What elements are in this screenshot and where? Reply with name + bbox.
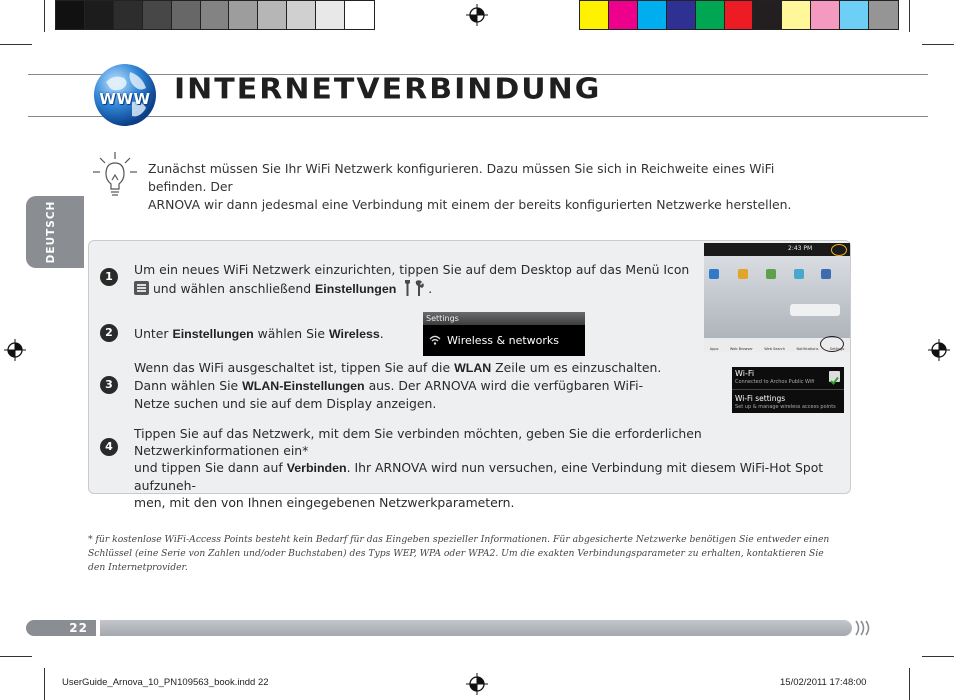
step-3-text xyxy=(134,359,694,412)
color-swatch xyxy=(609,1,638,29)
step-number: 3 xyxy=(100,376,118,394)
color-swatch xyxy=(638,1,667,29)
crop-mark xyxy=(922,44,954,45)
color-swatch xyxy=(725,1,754,29)
footnote-line: Schlüssel (eine Serie von Zahlen und/oder Buchstaben) des Typs WEP, WPA oder WPA2. Um die exakten Verbindungsparameter zu erhalten, kontaktieren Sie xyxy=(88,548,824,559)
color-swatch xyxy=(258,1,287,29)
step-text-segment: . xyxy=(379,326,384,341)
step-bold: Wireless xyxy=(328,327,380,341)
step-text-segment: Wenn das WiFi ausgeschaltet ist, tippen Sie auf die xyxy=(134,360,455,375)
intro-line: Zunächst müssen Sie Ihr WiFi Netzwerk konfigurieren. Dazu müssen Sie sich in Reichweite eines WiFi befinden. Der xyxy=(148,161,775,194)
status-bar xyxy=(704,243,850,256)
color-swatch xyxy=(287,1,316,29)
settings-dock-highlight xyxy=(820,336,844,352)
settings-item-wireless xyxy=(423,325,585,356)
wifi-title: Wi-Fi xyxy=(735,369,755,378)
step-bold: Einstellungen xyxy=(315,282,397,296)
tools-icon xyxy=(400,278,428,298)
color-swatch xyxy=(667,1,696,29)
step-text-segment: Unter xyxy=(134,326,173,341)
step-bold: Einstellungen xyxy=(172,327,254,341)
dock-label: Web Search xyxy=(764,347,786,351)
settings-screenshot xyxy=(423,312,585,356)
step-text-segment: und tippen Sie dann auf xyxy=(134,460,287,475)
step-number: 2 xyxy=(100,324,118,342)
step-text-segment: . Ihr ARNOVA wird nun versuchen, eine Verbindung mit diesem WiFi-Hot Spot aufzuneh- xyxy=(134,460,824,493)
step-line xyxy=(134,377,694,395)
dock-label: Settings xyxy=(829,347,845,351)
crop-mark xyxy=(44,668,45,700)
registration-mark-icon xyxy=(4,339,26,361)
crop-mark xyxy=(909,668,910,700)
desktop-area xyxy=(704,256,850,338)
settings-title: Settings xyxy=(426,314,459,323)
step-line xyxy=(134,459,846,494)
step-text-segment: und wählen anschließend xyxy=(149,281,316,296)
lightbulb-icon xyxy=(92,150,138,200)
page-bar-arrows-icon xyxy=(854,619,874,637)
step-bold: WLAN xyxy=(454,361,492,375)
wifi-icon xyxy=(429,334,441,346)
color-swatch xyxy=(143,1,172,29)
dock-label: Web Browser xyxy=(729,347,753,351)
step-bold: WLAN-Einstellungen xyxy=(242,379,365,393)
step-line: Tippen Sie auf das Netzwerk, mit dem Sie verbinden möchten, geben Sie die erforderlichen Netzwerkinformationen ein* xyxy=(134,426,702,458)
registration-mark-icon xyxy=(466,4,488,26)
wifi-screenshot xyxy=(732,367,844,413)
color-swatch xyxy=(85,1,114,29)
settings-title-bar xyxy=(423,312,585,325)
wifi-settings-title: Wi-Fi settings xyxy=(735,394,786,403)
color-swatch xyxy=(114,1,143,29)
wifi-subtitle: Connected to Archos Public Wifi xyxy=(735,379,815,385)
crop-mark xyxy=(44,0,45,32)
step-line xyxy=(134,278,694,298)
wifi-settings-subtitle: Set up & manage wireless access points xyxy=(735,404,836,410)
menu-icon xyxy=(134,281,149,295)
page-bar xyxy=(100,620,852,636)
color-swatch xyxy=(56,1,85,29)
registration-mark-icon xyxy=(466,673,488,695)
process-color-bar xyxy=(579,0,899,30)
page-title: INTERNETVERBINDUNG xyxy=(174,72,602,107)
crop-mark xyxy=(0,656,32,657)
step-bold: Verbinden xyxy=(286,461,347,475)
step-number: 1 xyxy=(100,268,118,286)
intro-line: ARNOVA wir dann jedesmal eine Verbindung mit einem der bereits konfigurierten Netzwerke herstellen. xyxy=(148,197,792,212)
crop-mark xyxy=(0,44,32,45)
color-swatch xyxy=(753,1,782,29)
color-swatch xyxy=(840,1,869,29)
globe-label: WWW xyxy=(99,90,151,108)
step-line: Netze suchen und sie auf dem Display anzeigen. xyxy=(134,396,437,411)
step-4-text xyxy=(134,425,846,511)
intro-paragraph xyxy=(148,160,828,214)
settings-item-label: Wireless & networks xyxy=(447,334,559,347)
language-tab-label: DEUTSCH xyxy=(45,200,57,264)
footnote xyxy=(88,533,848,575)
color-swatch xyxy=(229,1,258,29)
globe-icon xyxy=(92,62,158,128)
dock-label: Apps xyxy=(709,347,719,351)
step-line xyxy=(134,359,694,377)
step-line: men, mit den von Ihnen eingegebenen Netzwerkparametern. xyxy=(134,495,515,510)
step-text-segment: . xyxy=(428,281,433,296)
step-2-text xyxy=(134,325,384,343)
step-text-segment: Dann wählen Sie xyxy=(134,378,243,393)
status-time: 2:43 PM xyxy=(788,245,813,252)
slug-filename: UserGuide_Arnova_10_PN109563_book.indd 22 xyxy=(62,677,269,688)
step-1-text xyxy=(134,261,694,298)
footnote-line: * für kostenlose WiFi-Access Points besteht kein Bedarf für das Eingeben spezieller Informationen. Für abgesicherte Netzwerke benötigen Sie entweder einen xyxy=(88,534,830,545)
header-rule-bottom xyxy=(28,116,928,117)
color-swatch xyxy=(580,1,609,29)
step-text-segment: Zeile um es einzuschalten. xyxy=(491,360,662,375)
slug-date: 15/02/2011 17:48:00 xyxy=(780,677,867,688)
step-number: 4 xyxy=(100,438,118,456)
menu-button-highlight xyxy=(831,244,847,256)
page-number-badge xyxy=(26,620,96,636)
step-line: Um ein neues WiFi Netzwerk einzurichten, tippen Sie auf dem Desktop auf das Menü Icon xyxy=(134,262,690,277)
dock-label: Notifications xyxy=(796,347,819,351)
color-swatch xyxy=(345,1,374,29)
crop-mark xyxy=(922,656,954,657)
page-number: 22 xyxy=(69,621,88,635)
wifi-toggle-row xyxy=(732,367,844,390)
language-tab xyxy=(26,196,84,268)
tablet-screenshot xyxy=(704,243,850,352)
color-swatch xyxy=(869,1,898,29)
wifi-checkbox xyxy=(829,371,840,382)
step-text-segment: aus. Der ARNOVA wird die verfügbaren WiFi- xyxy=(364,378,644,393)
registration-mark-icon xyxy=(928,339,950,361)
wifi-settings-row xyxy=(732,390,844,413)
color-swatch xyxy=(316,1,345,29)
color-swatch xyxy=(201,1,230,29)
grayscale-color-bar xyxy=(55,0,375,30)
step-text-segment: wählen Sie xyxy=(253,326,329,341)
color-swatch xyxy=(172,1,201,29)
color-swatch xyxy=(696,1,725,29)
crop-mark xyxy=(909,0,910,32)
color-swatch xyxy=(782,1,811,29)
color-swatch xyxy=(811,1,840,29)
footnote-line: den Internetprovider. xyxy=(88,562,188,573)
